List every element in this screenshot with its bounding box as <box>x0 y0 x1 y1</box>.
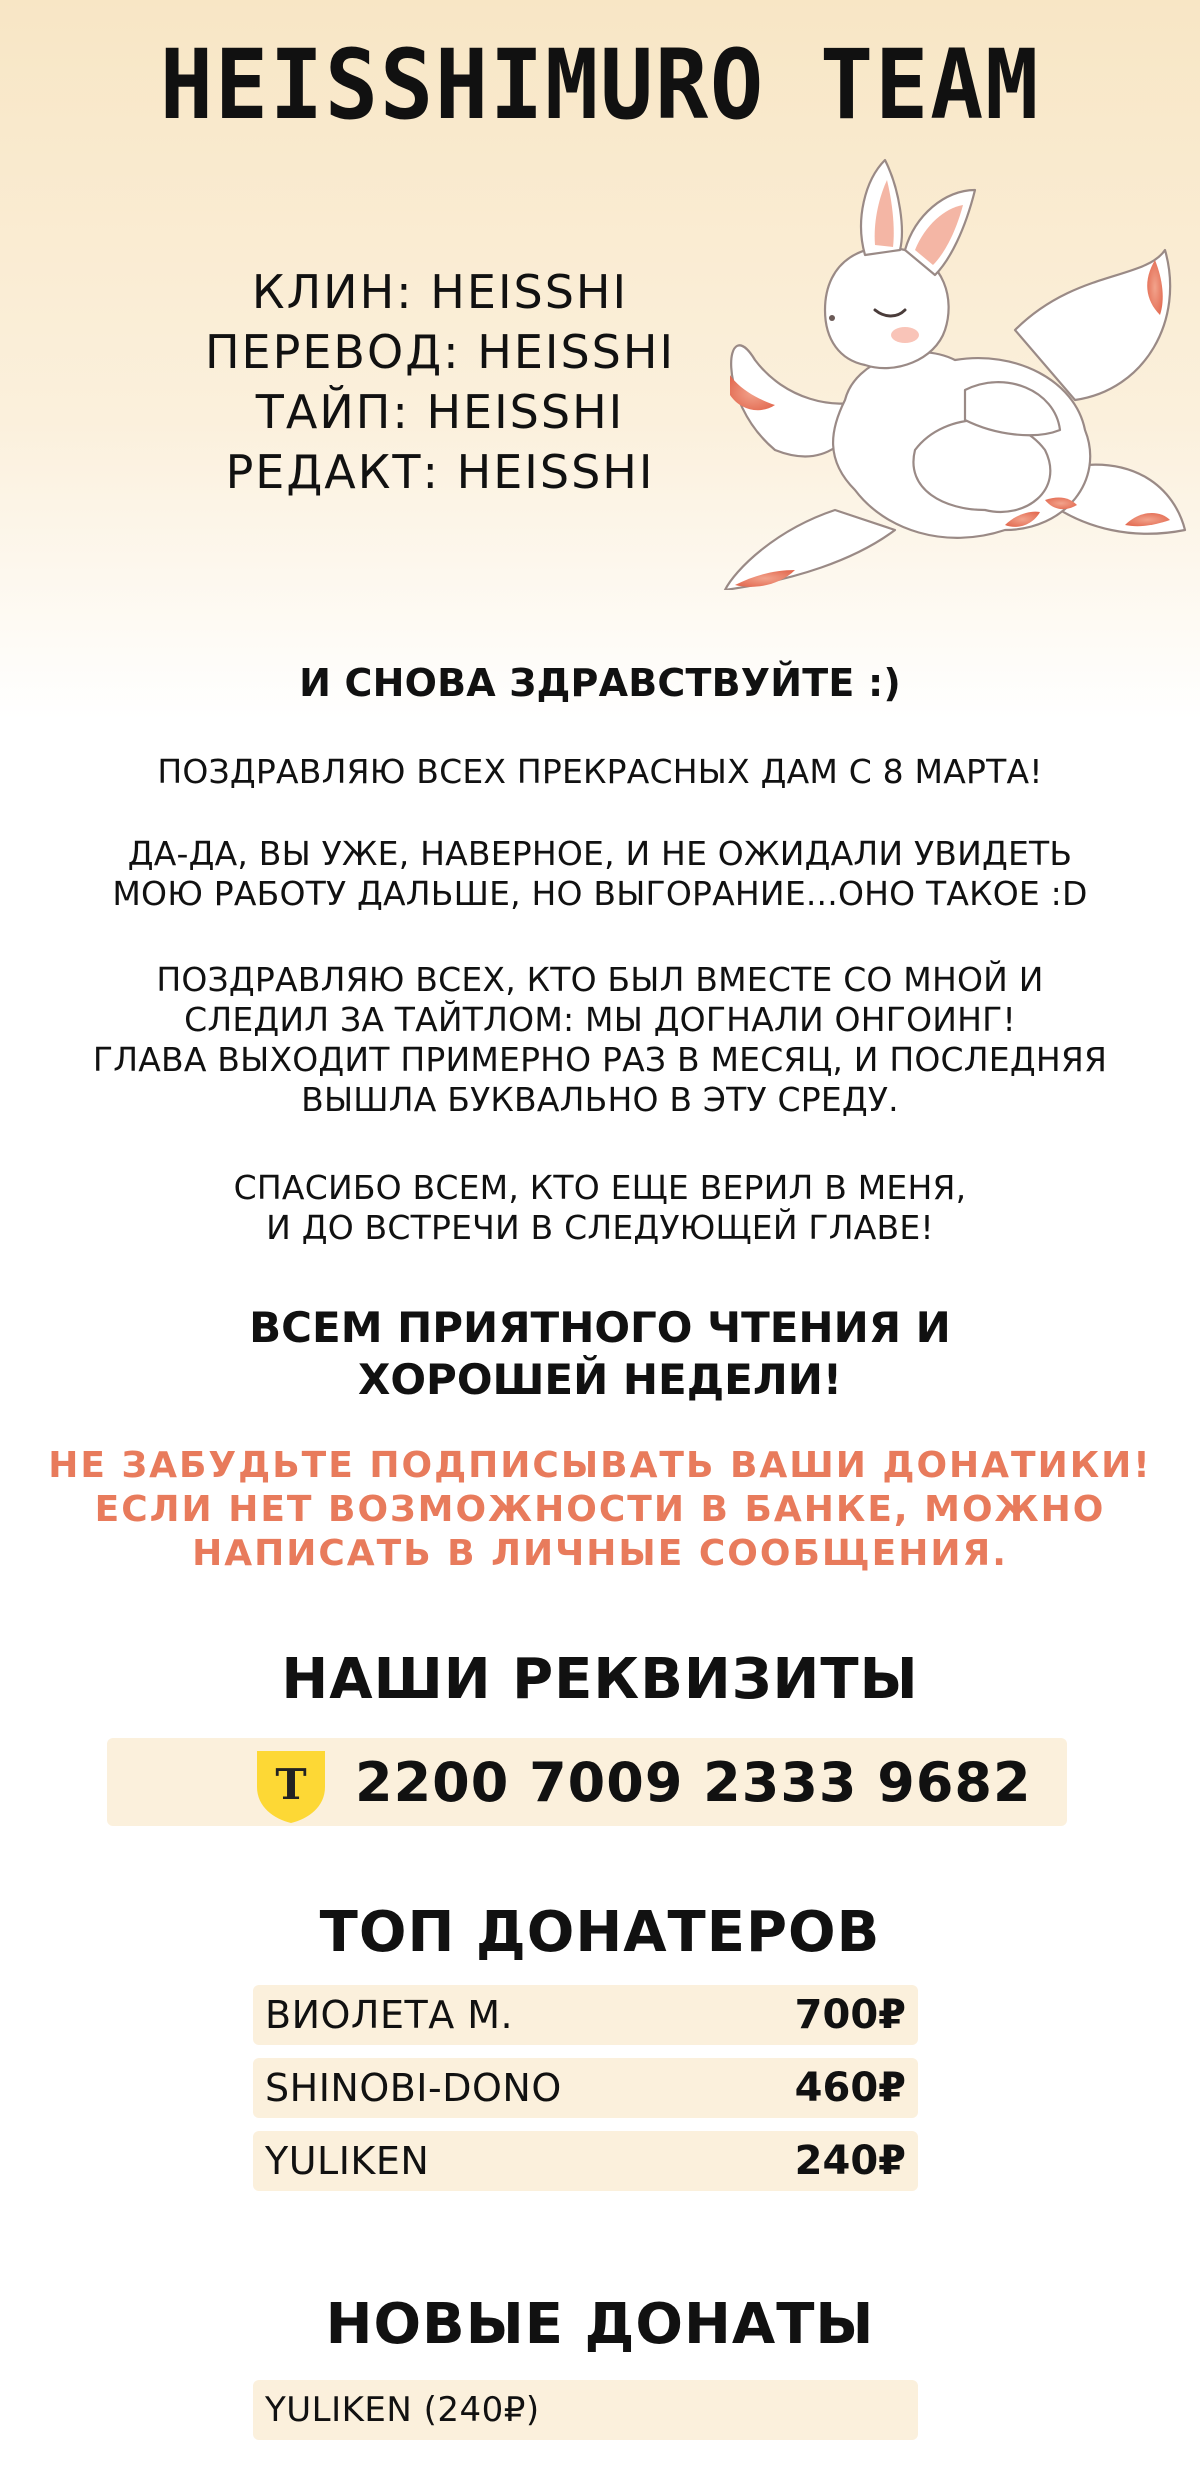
thanks-line-1: СПАСИБО ВСЕМ, КТО ЕЩЕ ВЕРИЛ В МЕНЯ, <box>233 1168 967 1207</box>
greeting: И СНОВА ЗДРАВСТВУЙТЕ :) <box>299 661 901 705</box>
wish-paragraph <box>0 1302 1200 1406</box>
reminder-line-2: ЕСЛИ НЕТ ВОЗМОЖНОСТИ В БАНКЕ, МОЖНО <box>94 1489 1106 1530</box>
top-donors-heading: ТОП ДОНАТЕРОВ <box>319 1900 881 1965</box>
paragraph-thanks <box>0 1168 1200 1248</box>
paragraph-burnout <box>0 834 1200 914</box>
donor-row <box>253 1985 918 2045</box>
reminder-line-3: НАПИСАТЬ В ЛИЧНЫЕ СООБЩЕНИЯ. <box>192 1533 1008 1574</box>
new-donations-heading: НОВЫЕ ДОНАТЫ <box>325 2292 875 2357</box>
tinkoff-shield-icon <box>253 1747 329 1825</box>
thanks-line-2: И ДО ВСТРЕЧИ В СЛЕДУЮЩЕЙ ГЛАВЕ! <box>266 1208 934 1247</box>
card-number[interactable]: 2200 7009 2333 9682 <box>355 1751 1032 1814</box>
donor-amount: 460₽ <box>794 2065 906 2111</box>
greeting-text <box>0 657 1200 709</box>
team-title: HEISSHIMURO TEAM <box>159 29 1041 141</box>
burnout-line-2: МОЮ РАБОТУ ДАЛЬШЕ, НО ВЫГОРАНИЕ...ОНО ТАКОЕ :D <box>112 874 1088 913</box>
congrats-paragraph <box>0 752 1200 792</box>
new-donation-text: YULIKEN (240₽) <box>265 2390 540 2430</box>
requisites-heading: НАШИ РЕКВИЗИТЫ <box>281 1647 919 1712</box>
credit-typeset: ТАЙП: HEISSHI <box>255 385 625 439</box>
credit-clean: КЛИН: HEISSHI <box>251 265 629 319</box>
new-donation-row <box>253 2380 918 2440</box>
donor-row <box>253 2131 918 2191</box>
donor-amount: 700₽ <box>794 1992 906 2038</box>
credits-block <box>60 262 820 502</box>
reminder-line-1: НЕ ЗАБУДЬТЕ ПОДПИСЫВАТЬ ВАШИ ДОНАТИКИ! <box>48 1445 1152 1486</box>
congrats-line: ПОЗДРАВЛЯЮ ВСЕХ ПРЕКРАСНЫХ ДАМ С 8 МАРТА! <box>157 752 1043 791</box>
wish-line-1: ВСЕМ ПРИЯТНОГО ЧТЕНИЯ И <box>249 1303 951 1352</box>
ongoing-line-3: ГЛАВА ВЫХОДИТ ПРИМЕРНО РАЗ В МЕСЯЦ, И ПОСЛЕДНЯЯ <box>92 1040 1108 1079</box>
nine-tailed-fox-icon <box>715 150 1195 590</box>
donor-amount: 240₽ <box>794 2138 906 2184</box>
ongoing-line-4: ВЫШЛА БУКВАЛЬНО В ЭТУ СРЕДУ. <box>301 1080 899 1119</box>
wish-line-2: ХОРОШЕЙ НЕДЕЛИ! <box>357 1355 843 1404</box>
ongoing-line-1: ПОЗДРАВЛЯЮ ВСЕХ, КТО БЫЛ ВМЕСТЕ СО МНОЙ И <box>156 960 1044 999</box>
donor-name: SHINOBI-DONO <box>265 2066 562 2110</box>
burnout-line-1: ДА-ДА, ВЫ УЖЕ, НАВЕРНОЕ, И НЕ ОЖИДАЛИ УВИДЕТЬ <box>127 834 1073 873</box>
donor-name: ВИОЛЕТА М. <box>265 1993 514 2037</box>
donation-reminder <box>0 1444 1200 1576</box>
bank-letter: T <box>275 1760 307 1809</box>
ongoing-line-2: СЛЕДИЛ ЗА ТАЙТЛОМ: МЫ ДОГНАЛИ ОНГОИНГ! <box>184 1000 1016 1039</box>
paragraph-ongoing <box>0 960 1200 1120</box>
donor-row <box>253 2058 918 2118</box>
credit-edit: РЕДАКТ: HEISSHI <box>225 445 655 499</box>
donor-name: YULIKEN <box>265 2139 430 2183</box>
credit-translation: ПЕРЕВОД: HEISSHI <box>204 325 676 379</box>
